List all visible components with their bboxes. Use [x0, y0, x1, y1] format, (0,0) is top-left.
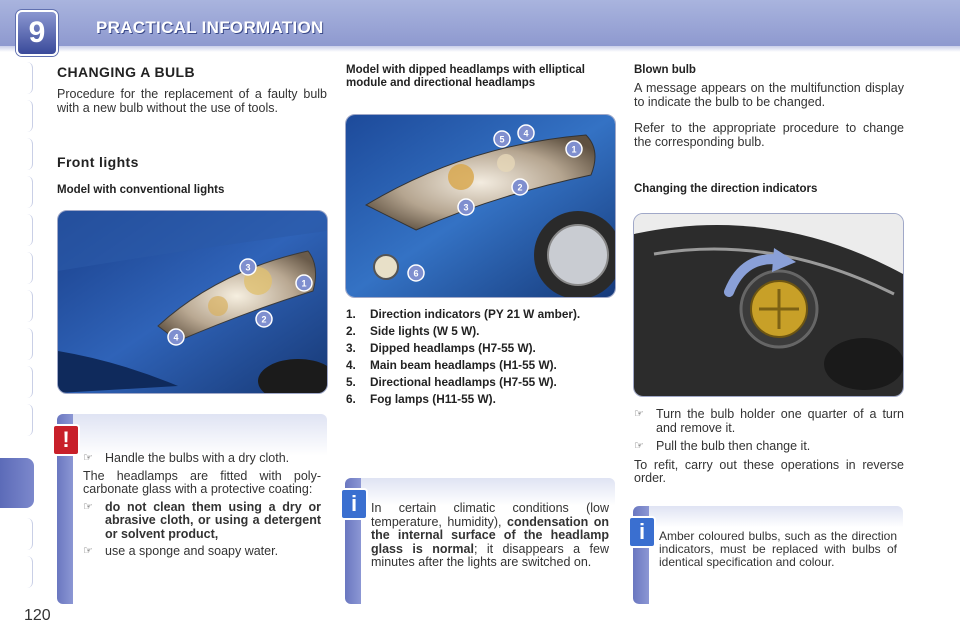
list-item: 6. Fog lamps (H11-55 W). [346, 392, 496, 406]
subheading-conventional: Model with conventional lights [57, 184, 225, 196]
header-stripe [0, 46, 960, 52]
bullet-icon: ☞ [83, 452, 93, 464]
page-number: 120 [24, 607, 51, 624]
bullet-icon: ☞ [83, 500, 93, 513]
callout-3: 3 [245, 262, 251, 273]
subheading-elliptical: Model with dipped headlamps with elliptical module and directional headlamps [346, 64, 585, 89]
callout-2: 2 [261, 314, 267, 325]
info-note-condensation: In certain climatic conditions (low temperature, humidity), condensation on the internal surface of the headlamp glass is normal; it disappears a few minutes after the lights are switched on. [345, 478, 615, 604]
chapter-tab-active[interactable] [0, 458, 34, 508]
chapter-tab[interactable] [10, 556, 33, 588]
callout-4: 4 [173, 332, 179, 343]
callout-4: 4 [523, 128, 529, 139]
list-item: 4. Main beam headlamps (H1-55 W). [346, 358, 557, 372]
blown-paragraph-2: Refer to the appropriate procedure to change the corresponding bulb. [634, 121, 904, 149]
bullet-icon: ☞ [634, 408, 644, 420]
chapter-tab[interactable] [10, 290, 33, 322]
subheading-direction-indicators: Changing the direction indicators [634, 183, 818, 195]
list-item: 5. Directional headlamps (H7-55 W). [346, 375, 557, 389]
chapter-tab[interactable] [10, 404, 33, 436]
list-item: 1. Direction indicators (PY 21 W amber). [346, 307, 581, 321]
warning-note: ☞ Handle the bulbs with a dry cloth. The headlamps are fitted with poly-carbonate glass with a protective coating: ☞ do not clean them using a dry or abrasive cloth, or using a detergent or solvent product, ☞ use a sponge and soapy water. [57, 414, 327, 604]
chapter-tab[interactable] [10, 214, 33, 246]
page-header [0, 0, 960, 46]
subheading-blown-bulb: Blown bulb [634, 64, 696, 76]
elliptical-headlamp-photo [345, 114, 616, 298]
subheading-front-lights: Front lights [57, 154, 139, 170]
chapter-tab[interactable] [10, 62, 33, 94]
section-title: PRACTICAL INFORMATION [96, 18, 324, 37]
warning-icon: ! [52, 424, 80, 456]
info-note-amber: Amber coloured bulbs, such as the direction indicators, must be replaced with bulbs of identical specification and colour. [633, 506, 903, 604]
bullet-icon: ☞ [83, 545, 93, 557]
callout-2: 2 [517, 182, 523, 193]
callout-3: 3 [463, 202, 469, 213]
chapter-tab[interactable] [10, 252, 33, 284]
chapter-tab[interactable] [10, 100, 33, 132]
section-heading: CHANGING A BULB [57, 64, 195, 80]
info-icon: i [628, 516, 656, 548]
chapter-tab[interactable] [10, 138, 33, 170]
chapter-tab[interactable] [10, 366, 33, 398]
callout-1: 1 [571, 144, 577, 155]
chapter-badge: 9 [16, 10, 58, 56]
conventional-headlamp-photo [57, 210, 328, 394]
callout-6: 6 [413, 268, 419, 279]
chapter-tab[interactable] [10, 328, 33, 360]
intro-paragraph: Procedure for the replacement of a faulty bulb with a new bulb without the use of tools. [57, 87, 327, 115]
chapter-tab[interactable] [10, 176, 33, 208]
indicator-steps: ☞ Turn the bulb holder one quarter of a turn and remove it. ☞ Pull the bulb then change it. To refit, carry out these operations in reverse order. [634, 407, 904, 485]
list-item: 2. Side lights (W 5 W). [346, 324, 480, 338]
info-icon: i [340, 488, 368, 520]
bullet-icon: ☞ [634, 440, 644, 452]
chapter-tab[interactable] [10, 518, 33, 550]
indicator-bulb-photo [633, 213, 904, 397]
bulb-list [346, 308, 618, 410]
blown-paragraph-1: A message appears on the multifunction display to indicate the bulb to be changed. [634, 81, 904, 109]
callout-1: 1 [301, 278, 307, 289]
callout-5: 5 [499, 134, 505, 145]
list-item: 3. Dipped headlamps (H7-55 W). [346, 341, 536, 355]
